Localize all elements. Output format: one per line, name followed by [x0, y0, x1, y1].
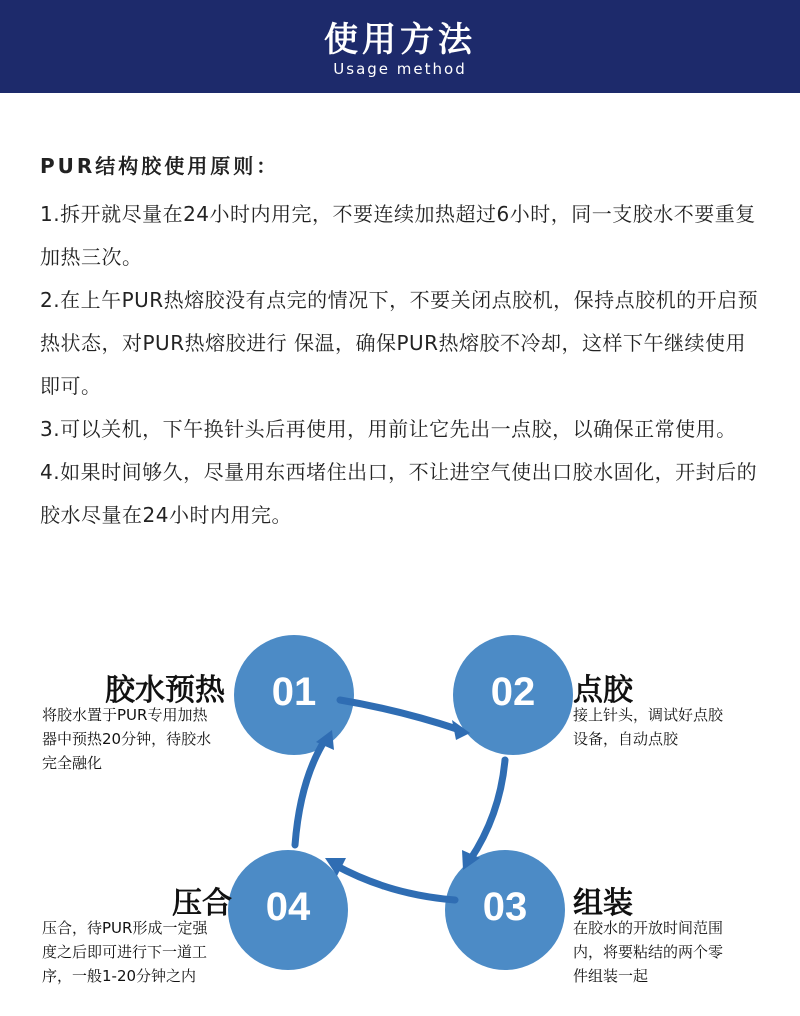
- step-desc-02: [573, 703, 723, 751]
- step-desc-line: 序，一般1-20分钟之内: [42, 967, 197, 985]
- step-desc-01: [42, 703, 211, 775]
- step-desc-line: 压合，待PUR形成一定强: [42, 919, 208, 937]
- step-title-04: 压合: [172, 886, 232, 921]
- step-number-04: 04: [265, 885, 311, 929]
- rule-item: 1.拆开就尽量在24小时内用完，不要连续加热超过6小时，同一支胶水不要重复加热三次。: [40, 202, 756, 269]
- step-title-01: 胶水预热: [105, 673, 225, 708]
- arrow-01-to-02: [340, 700, 460, 730]
- arrow-04-to-01: [295, 740, 325, 845]
- usage-principles: [40, 150, 765, 537]
- step-desc-03: [573, 916, 723, 988]
- step-desc-line: 将胶水置于PUR专用加热: [42, 706, 208, 724]
- step-desc-line: 设备，自动点胶: [573, 730, 679, 748]
- step-number-01: 01: [271, 670, 317, 714]
- step-number-02: 02: [490, 670, 536, 714]
- step-desc-04: [42, 916, 207, 988]
- step-desc-line: 接上针头，调试好点胶: [573, 706, 724, 724]
- rule-item: 4.如果时间够久，尽量用东西堵住出口，不让进空气使出口胶水固化，开封后的胶水尽量在24小时内用完。: [40, 460, 758, 527]
- arrow-02-to-03: [470, 760, 505, 860]
- page-title: 使用方法: [324, 20, 476, 60]
- step-desc-line: 器中预热20分钟，待胶水: [42, 730, 212, 748]
- page-subtitle: Usage method: [333, 60, 467, 78]
- step-desc-line: 内，将要粘结的两个零: [573, 943, 724, 961]
- rule-item: 3.可以关机，下午换针头后再使用，用前让它先出一点胶，以确保正常使用。: [40, 417, 737, 441]
- step-number-03: 03: [482, 885, 528, 929]
- rule-item: 2.在上午PUR热熔胶没有点完的情况下，不要关闭点胶机，保持点胶机的开启预热状态，对PUR热熔胶进行 保温，确保PUR热熔胶不冷却，这样下午继续使用即可。: [40, 288, 759, 398]
- header-banner: [0, 0, 800, 93]
- principles-title: PUR结构胶使用原则：: [40, 154, 280, 178]
- step-title-02: 点胶: [573, 673, 633, 708]
- step-desc-line: 件组装一起: [573, 967, 649, 985]
- process-cycle-diagram: [0, 600, 800, 1016]
- step-desc-line: 度之后即可进行下一道工: [42, 943, 208, 961]
- step-desc-line: 在胶水的开放时间范围: [573, 919, 724, 937]
- step-desc-line: 完全融化: [42, 754, 103, 772]
- arrow-03-to-04: [335, 865, 455, 900]
- step-title-03: 组装: [573, 886, 633, 921]
